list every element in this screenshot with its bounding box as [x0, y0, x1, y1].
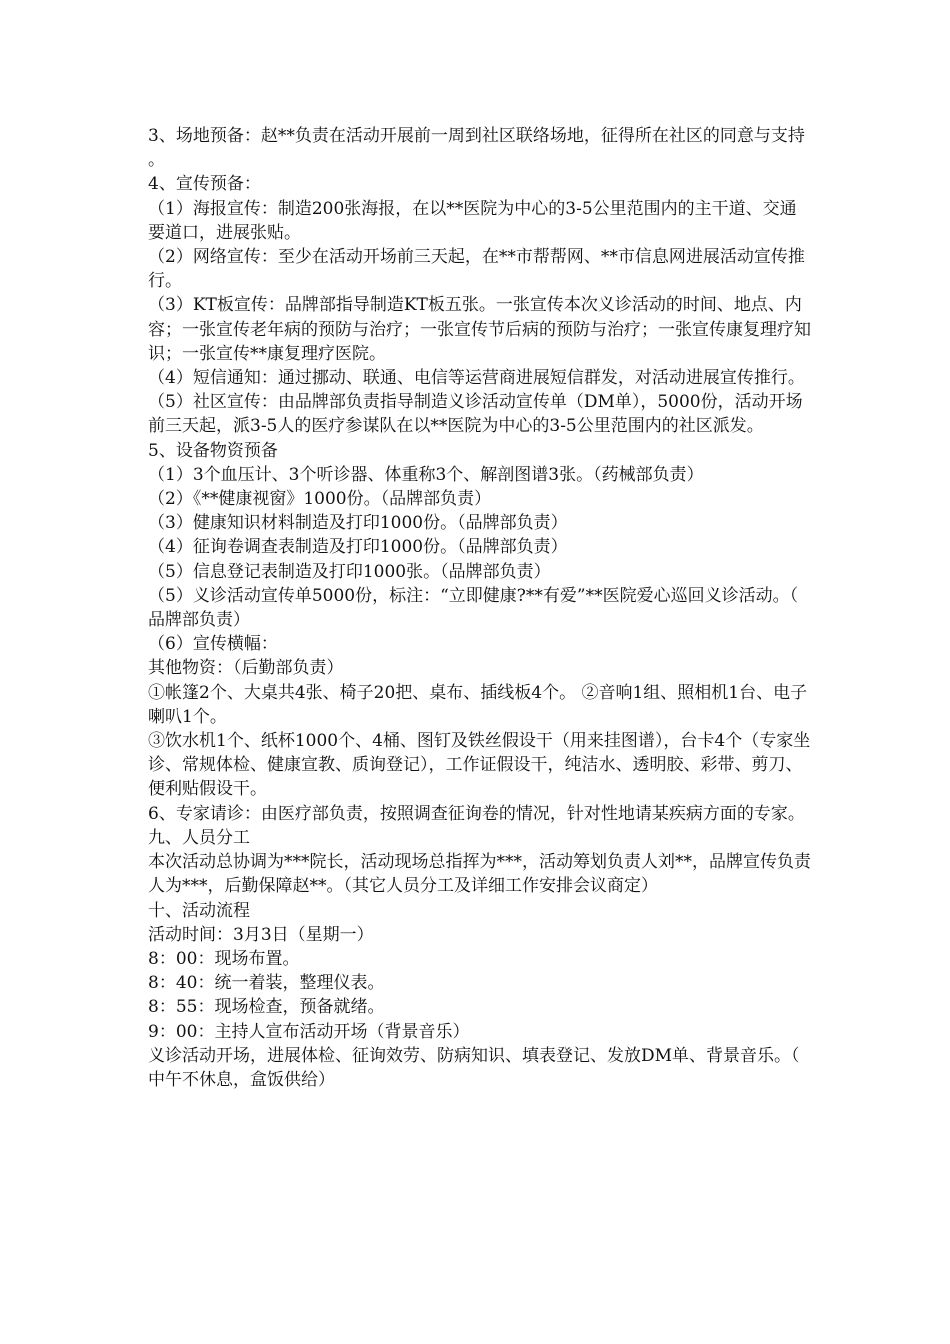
list-item-equipment-4: （4）征询卷调查表制造及打印1000份。（品牌部负责）	[148, 537, 568, 558]
heading-publicity-prep: 4、宣传预备：	[148, 174, 261, 195]
paragraph-community-publicity: （5）社区宣传：由品牌部负责指导制造义诊活动宣传单（DM单），5000份，活动开场前三天起，派3-5人的医疗参谋队在以**医院为中心的3-5公里范围内的社区派发。	[148, 392, 803, 437]
list-item-equipment-1: （1）3个血压计、3个听诊器、体重称3个、解剖图谱3张。（药械部负责）	[148, 464, 704, 485]
document-body	[148, 124, 812, 1092]
paragraph-kt-board-publicity: （3）KT板宣传：品牌部指导制造KT板五张。一张宣传本次义诊活动的时间、地点、内容；一张宣传老年病的预防与治疗；一张宣传节后病的预防与治疗；一张宣传康复理疗知识；一张宣传**康复理疗医院。	[148, 295, 811, 364]
paragraph-poster-publicity: （1）海报宣传：制造200张海报，在以**医院为中心的3-5公里范围内的主干道、交通要道口，进展张贴。	[148, 198, 797, 243]
list-item-equipment-2: （2）《**健康视窗》1000份。（品牌部负责）	[148, 489, 492, 510]
heading-other-supplies: 其他物资：（后勤部负责）	[148, 658, 344, 679]
paragraph-activity-time: 活动时间：3月3日（星期一）	[148, 924, 374, 945]
heading-staff-division: 九、人员分工	[148, 827, 250, 848]
schedule-item-0800: 8：00：现场布置。	[148, 948, 300, 969]
paragraph-expert-invite: 6、专家请诊：由医疗部负责，按照调查征询卷的情况，针对性地请某疾病方面的专家。	[148, 803, 805, 824]
schedule-item-0840: 8：40：统一着装，整理仪表。	[148, 973, 385, 994]
list-item-supplies-3: ③饮水机1个、纸杯1000个、4桶、图钉及铁丝假设干（用来挂图谱），台卡4个（专家坐诊、常规体检、健康宣教、质询登记），工作证假设干，纯洁水、透明胶、彩带、剪刀、便利贴假设干。	[148, 731, 811, 800]
schedule-item-0900: 9：00：主持人宣布活动开场（背景音乐）	[148, 1021, 470, 1042]
paragraph-clinic-start: 义诊活动开场，进展体检、征询效劳、防病知识、填表登记、发放DM单、背景音乐。（中午不休息，盒饭供给）	[148, 1045, 800, 1090]
paragraph-online-publicity: （2）网络宣传：至少在活动开场前三天起，在**市帮帮网、**市信息网进展活动宣传推行。	[148, 247, 805, 292]
list-item-equipment-5b: （5）义诊活动宣传单5000份，标注：“立即健康?**有爱”**医院爱心巡回义诊活动。（品牌部负责）	[148, 585, 799, 631]
paragraph-sms-notice: （4）短信通知：通过挪动、联通、电信等运营商进展短信群发，对活动进展宣传推行。	[148, 368, 805, 389]
list-item-supplies-1-2: ①帐篷2个、大桌共4张、椅子20把、桌布、插线板4个。 ②音响1组、照相机1台、电子喇叭1个。	[148, 682, 808, 727]
list-item-equipment-5: （5）信息登记表制造及打印1000张。（品牌部负责）	[148, 561, 551, 582]
paragraph-venue-prep: 3、场地预备：赵**负责在活动开展前一周到社区联络场地，征得所在社区的同意与支持。	[148, 126, 805, 171]
paragraph-staff-division: 本次活动总协调为***院长，活动现场总指挥为***，活动筹划负责人刘**，品牌宣传负责人为***，后勤保障赵**。（其它人员分工及详细工作安排会议商定）	[148, 852, 811, 897]
list-item-equipment-6: （6）宣传横幅：	[148, 634, 278, 655]
heading-activity-flow: 十、活动流程	[148, 900, 250, 921]
schedule-item-0855: 8：55：现场检查，预备就绪。	[148, 997, 385, 1018]
list-item-equipment-3: （3）健康知识材料制造及打印1000份。（品牌部负责）	[148, 513, 568, 534]
heading-equipment-prep: 5、设备物资预备	[148, 440, 278, 461]
